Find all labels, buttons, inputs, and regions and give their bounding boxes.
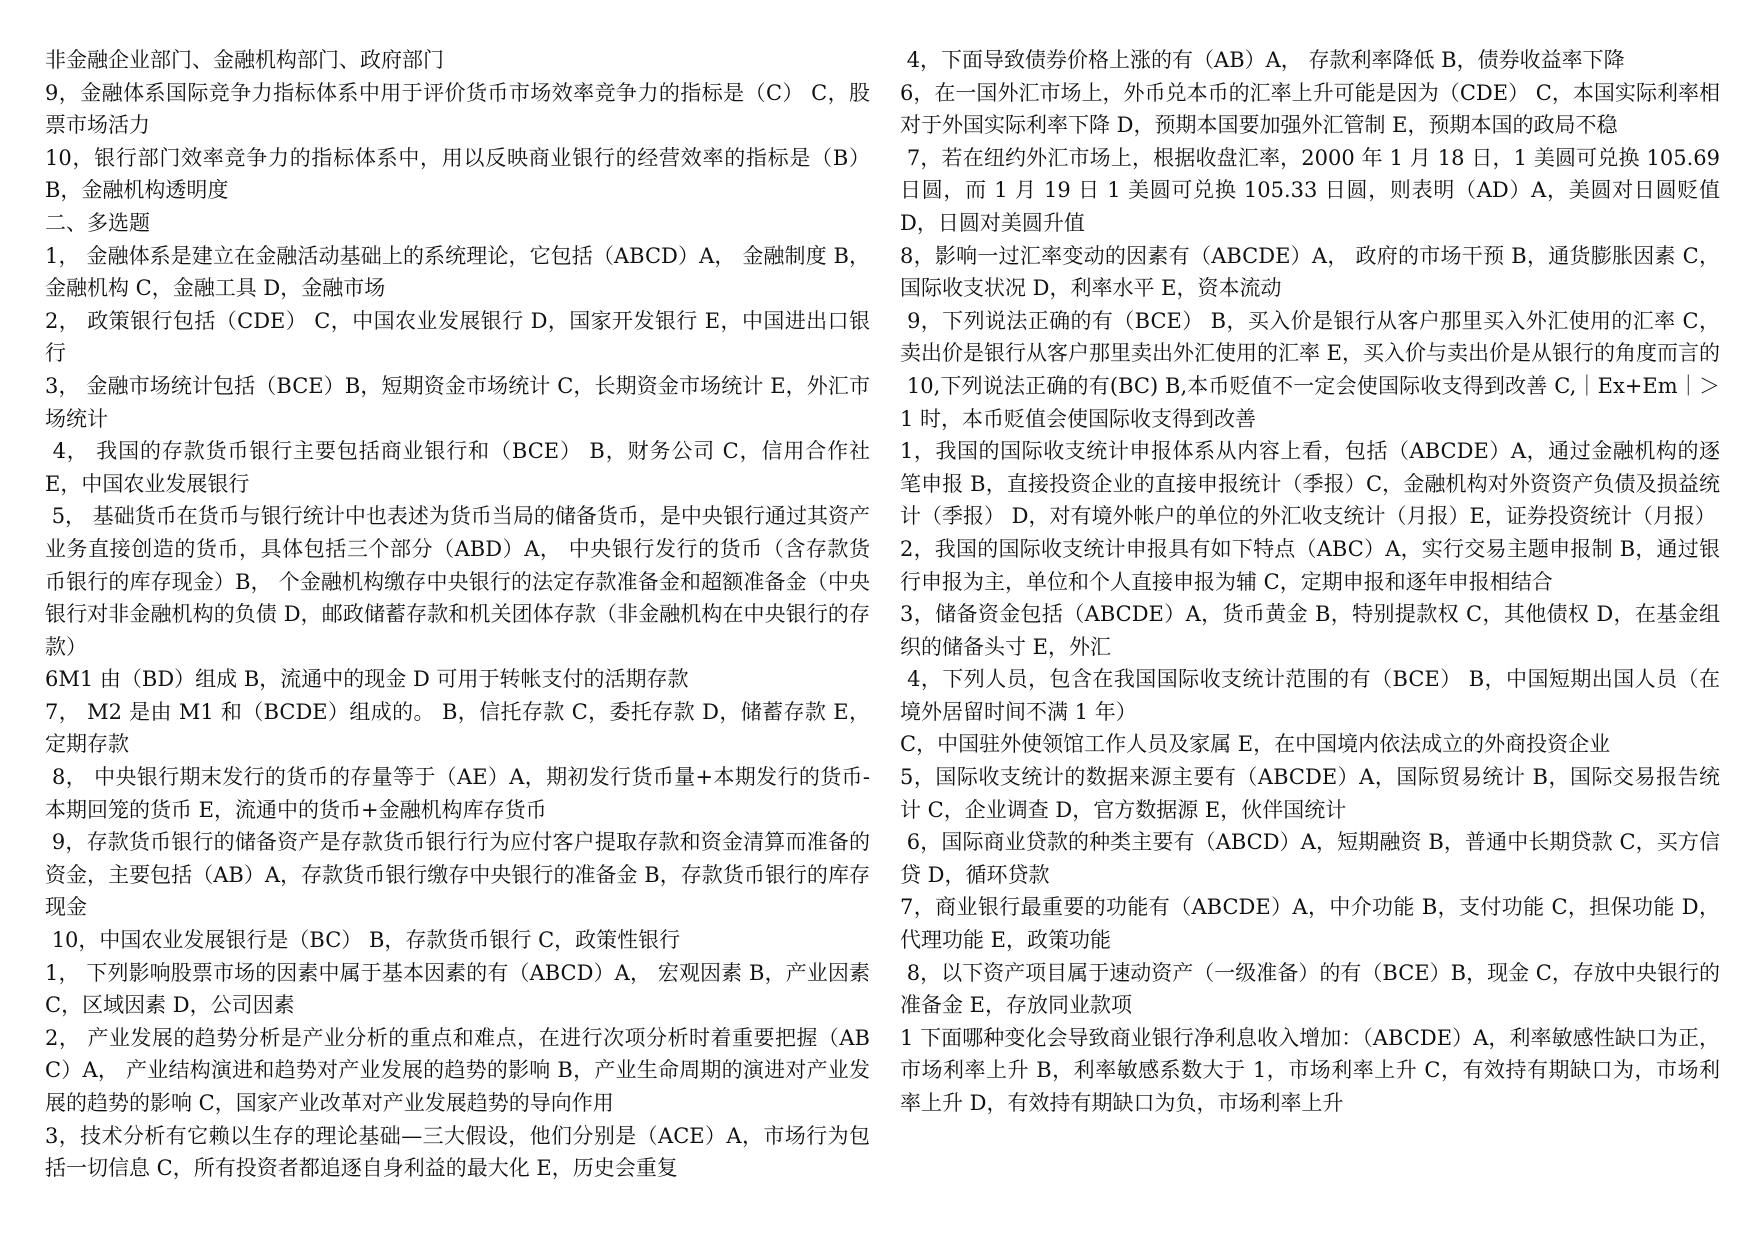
paragraph: 4，下面导致债券价格上涨的有（AB）A， 存款利率降低 B，债券收益率下降 [900,48,1625,72]
paragraph: 3，储备资金包括（ABCDE）A，货币黄金 B，特别提款权 C，其他债权 D，在基金组织的储备头寸 E，外汇 [900,602,1720,659]
paragraph: 1，我国的国际收支统计申报体系从内容上看，包括（ABCDE）A，通过金融机构的逐笔申报 B，直接投资企业的直接申报统计（季报）C，金融机构对外资资产负债及损益统计（季报） D，对有境外帐户的单位的外汇收支统计（月报）E，证券投资统计（月报） [900,439,1720,529]
paragraph: 1 下面哪种变化会导致商业银行净利息收入增加：（ABCDE）A，利率敏感性缺口为正，市场利率上升 B，利率敏感系数大于 1，市场利率上升 C，有效持有期缺口为，市场利率上升 D，有效持有期缺口为负，市场利率上升 [900,1025,1720,1115]
paragraph: 9，下列说法正确的有（BCE） B，买入价是银行从客户那里买入外汇使用的汇率 C，卖出价是银行从客户那里卖出外汇使用的汇率 E，买入价与卖出价是从银行的角度而言的 [900,308,1721,366]
paragraph: 7，若在纽约外汇市场上，根据收盘汇率，2000 年 1 月 18 日，1 美圆可兑换 105.69 日圆，而 1 月 19 日 1 美圆可兑换 105.33 日圆，则表明（AD）A，美圆对日圆贬值 D，日圆对美圆升值 [900,145,1727,235]
paragraph: 2， 政策银行包括（CDE） C，中国农业发展银行 D，国家开发银行 E，中国进出口银行 [45,308,870,366]
paragraph: 3，技术分析有它赖以生存的理论基础—三大假设，他们分别是（ACE）A，市场行为包括一切信息 C，所有投资者都追逐自身利益的最大化 E，历史会重复 [45,1123,870,1181]
paragraph: C，中国驻外使领馆工作人员及家属 E，在中国境内依法成立的外商投资企业 [900,732,1611,757]
paragraph: 8， 中央银行期末发行的货币的存量等于（AE）A，期初发行货币量+本期发行的货币-本期回笼的货币 E，流通中的货币+金融机构库存货币 [45,765,870,822]
paragraph: 6，国际商业贷款的种类主要有（ABCD）A，短期融资 B，普通中长期贷款 C，买方信贷 D，循环贷款 [900,830,1720,887]
paragraph: 非金融企业部门、金融机构部门、政府部门 [45,48,444,72]
right-text-column [900,44,1727,1120]
left-text-column [45,44,877,1185]
paragraph: 7， M2 是由 M1 和（BCDE）组成的。 B，信托存款 C，委托存款 D，储蓄存款 E，定期存款 [45,699,870,757]
paragraph: 4，下列人员，包含在我国国际收支统计范围的有（BCE） B，中国短期出国人员（在境外居留时间不满 1 年） [900,667,1720,724]
paragraph: 9，金融体系国际竞争力指标体系中用于评价货币市场效率竞争力的指标是（C） C，股票市场活力 [45,80,870,138]
paragraph: 6，在一国外汇市场上，外币兑本币的汇率上升可能是因为（CDE） C，本国实际利率相对于外国实际利率下降 D，预期本国要加强外汇管制 E，预期本国的政局不稳 [900,80,1720,138]
paragraph: 10，银行部门效率竞争力的指标体系中，用以反映商业银行的经营效率的指标是（B） B，金融机构透明度 [45,145,877,203]
paragraph: 9，存款货币银行的储备资产是存款货币银行行为应付客户提取存款和资金清算而准备的资金，主要包括（AB）A，存款货币银行缴存中央银行的准备金 B，存款货币银行的库存现金 [45,830,870,920]
paragraph: 1， 金融体系是建立在金融活动基础上的系统理论，它包括（ABCD）A， 金融制度 B，金融机构 C，金融工具 D，金融市场 [45,243,870,301]
paragraph: 2，我国的国际收支统计申报具有如下特点（ABC）A，实行交易主题申报制 B，通过银行申报为主，单位和个人直接申报为辅 C，定期申报和逐年申报相结合 [900,536,1720,594]
paragraph: 5， 基础货币在货币与银行统计中也表述为货币当局的储备货币，是中央银行通过其资产业务直接创造的货币，具体包括三个部分（ABD）A， 中央银行发行的货币（含存款货币银行的库存现金）B， 个金融机构缴存中央银行的法定存款准备金和超额准备金（中央银行对非金融机构的负债 D，邮政储蓄存款和机关团体存款（非金融机构在中央银行的存款） [45,504,870,659]
paragraph: 10，中国农业发展银行是（BC） B，存款货币银行 C，政策性银行 [45,928,681,953]
paragraph: 3， 金融市场统计包括（BCE）B，短期资金市场统计 C，长期资金市场统计 E，外汇市场统计 [45,373,870,431]
paragraph: 10,下列说法正确的有(BC) B,本币贬值不一定会使国际收支得到改善 C,｜Ex+Em｜＞1 时，本币贬值会使国际收支得到改善 [900,373,1720,431]
paragraph: 8，以下资产项目属于速动资产（一级准备）的有（BCE）B，现金 C，存放中央银行的准备金 E，存放同业款项 [900,960,1720,1018]
paragraph: 5，国际收支统计的数据来源主要有（ABCDE）A，国际贸易统计 B，国际交易报告统计 C，企业调查 D，官方数据源 E，伙伴国统计 [900,765,1720,822]
paragraph: 4， 我国的存款货币银行主要包括商业银行和（BCE） B，财务公司 C，信用合作社 E，中国农业发展银行 [45,439,877,496]
section-heading: 二、多选题 [45,210,150,235]
paragraph: 1， 下列影响股票市场的因素中属于基本因素的有（ABCD）A， 宏观因素 B，产业因素 C，区域因素 D，公司因素 [45,960,877,1018]
paragraph: 2， 产业发展的趋势分析是产业分析的重点和难点，在进行次项分析时着重要把握（ABC）A， 产业结构演进和趋势对产业发展的趋势的影响 B，产业生命周期的演进对产业发展的趋势的影响 C，国家产业改革对产业发展趋势的导向作用 [45,1025,870,1115]
paragraph: 6M1 由（BD）组成 B，流通中的现金 D 可用于转帐支付的活期存款 [45,667,689,692]
paragraph: 7，商业银行最重要的功能有（ABCDE）A，中介功能 B，支付功能 C，担保功能 D，代理功能 E，政策功能 [900,895,1720,953]
paragraph: 8，影响一过汇率变动的因素有（ABCDE）A， 政府的市场干预 B，通货膨胀因素 C，国际收支状况 D，利率水平 E，资本流动 [900,243,1720,301]
